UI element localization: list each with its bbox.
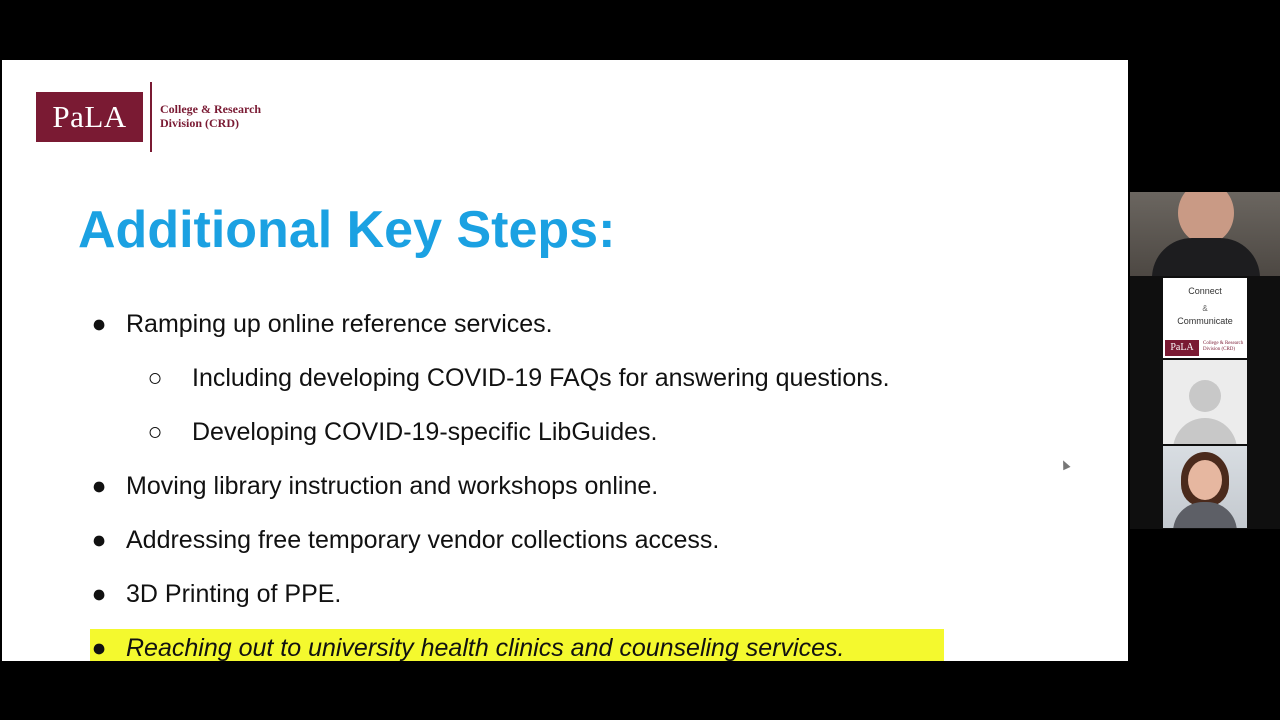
- presenter-face: [1178, 192, 1234, 244]
- participant-video-presenter[interactable]: [1130, 192, 1280, 276]
- shared-slide: [2, 60, 1128, 661]
- logo-tile-amp: &: [1202, 304, 1208, 313]
- sub-bullet-text: Developing COVID-19-specific LibGuides.: [192, 418, 658, 446]
- bullet-marker: ●: [91, 580, 107, 608]
- avatar-body-icon: [1173, 418, 1237, 444]
- bullet-marker: ●: [91, 472, 107, 500]
- bullet-text: Ramping up online reference services.: [126, 310, 553, 338]
- slide-title: Additional Key Steps:: [78, 201, 616, 259]
- logo-tile-connect: Connect: [1188, 286, 1222, 296]
- participant-tile-logo[interactable]: [1163, 278, 1247, 358]
- logo-tile-mark: PaLA: [1165, 340, 1199, 356]
- attendee-shirt: [1173, 502, 1237, 528]
- participant-panel: [1130, 192, 1280, 529]
- bullet-text: Moving library instruction and workshops online.: [126, 472, 659, 500]
- pala-logo-mark: PaLA: [36, 92, 143, 142]
- presenter-shirt: [1152, 238, 1260, 276]
- bullet-marker: ●: [91, 310, 107, 338]
- bullet-marker: ●: [91, 526, 107, 554]
- participant-video-attendee[interactable]: [1163, 446, 1247, 528]
- bullet-list: [2, 60, 1128, 661]
- participant-tile-avatar[interactable]: [1163, 360, 1247, 444]
- sub-bullet-marker: ○: [147, 364, 163, 392]
- bullet-marker: ●: [91, 634, 107, 661]
- bullet-text: Reaching out to university health clinics and counseling services.: [126, 634, 845, 661]
- bullet-text: 3D Printing of PPE.: [126, 580, 342, 608]
- logo-tile-sub-line2: Division (CRD): [1203, 347, 1236, 352]
- sub-bullet-marker: ○: [147, 418, 163, 446]
- logo-tile-sub: [1203, 341, 1243, 353]
- logo-tile-communicate: Communicate: [1177, 316, 1233, 326]
- avatar-head-icon: [1189, 380, 1221, 412]
- attendee-face: [1188, 460, 1222, 500]
- sub-bullet-text: Including developing COVID-19 FAQs for answering questions.: [192, 364, 890, 392]
- logo-tile-sub-line1: College & Research: [1203, 341, 1244, 346]
- logo-subtitle-line2: Division (CRD): [160, 116, 240, 130]
- bullet-text: Addressing free temporary vendor collections access.: [126, 526, 720, 554]
- highlighted-bullet-item: [90, 629, 944, 661]
- logo-subtitle-line1: College & Research: [160, 102, 262, 116]
